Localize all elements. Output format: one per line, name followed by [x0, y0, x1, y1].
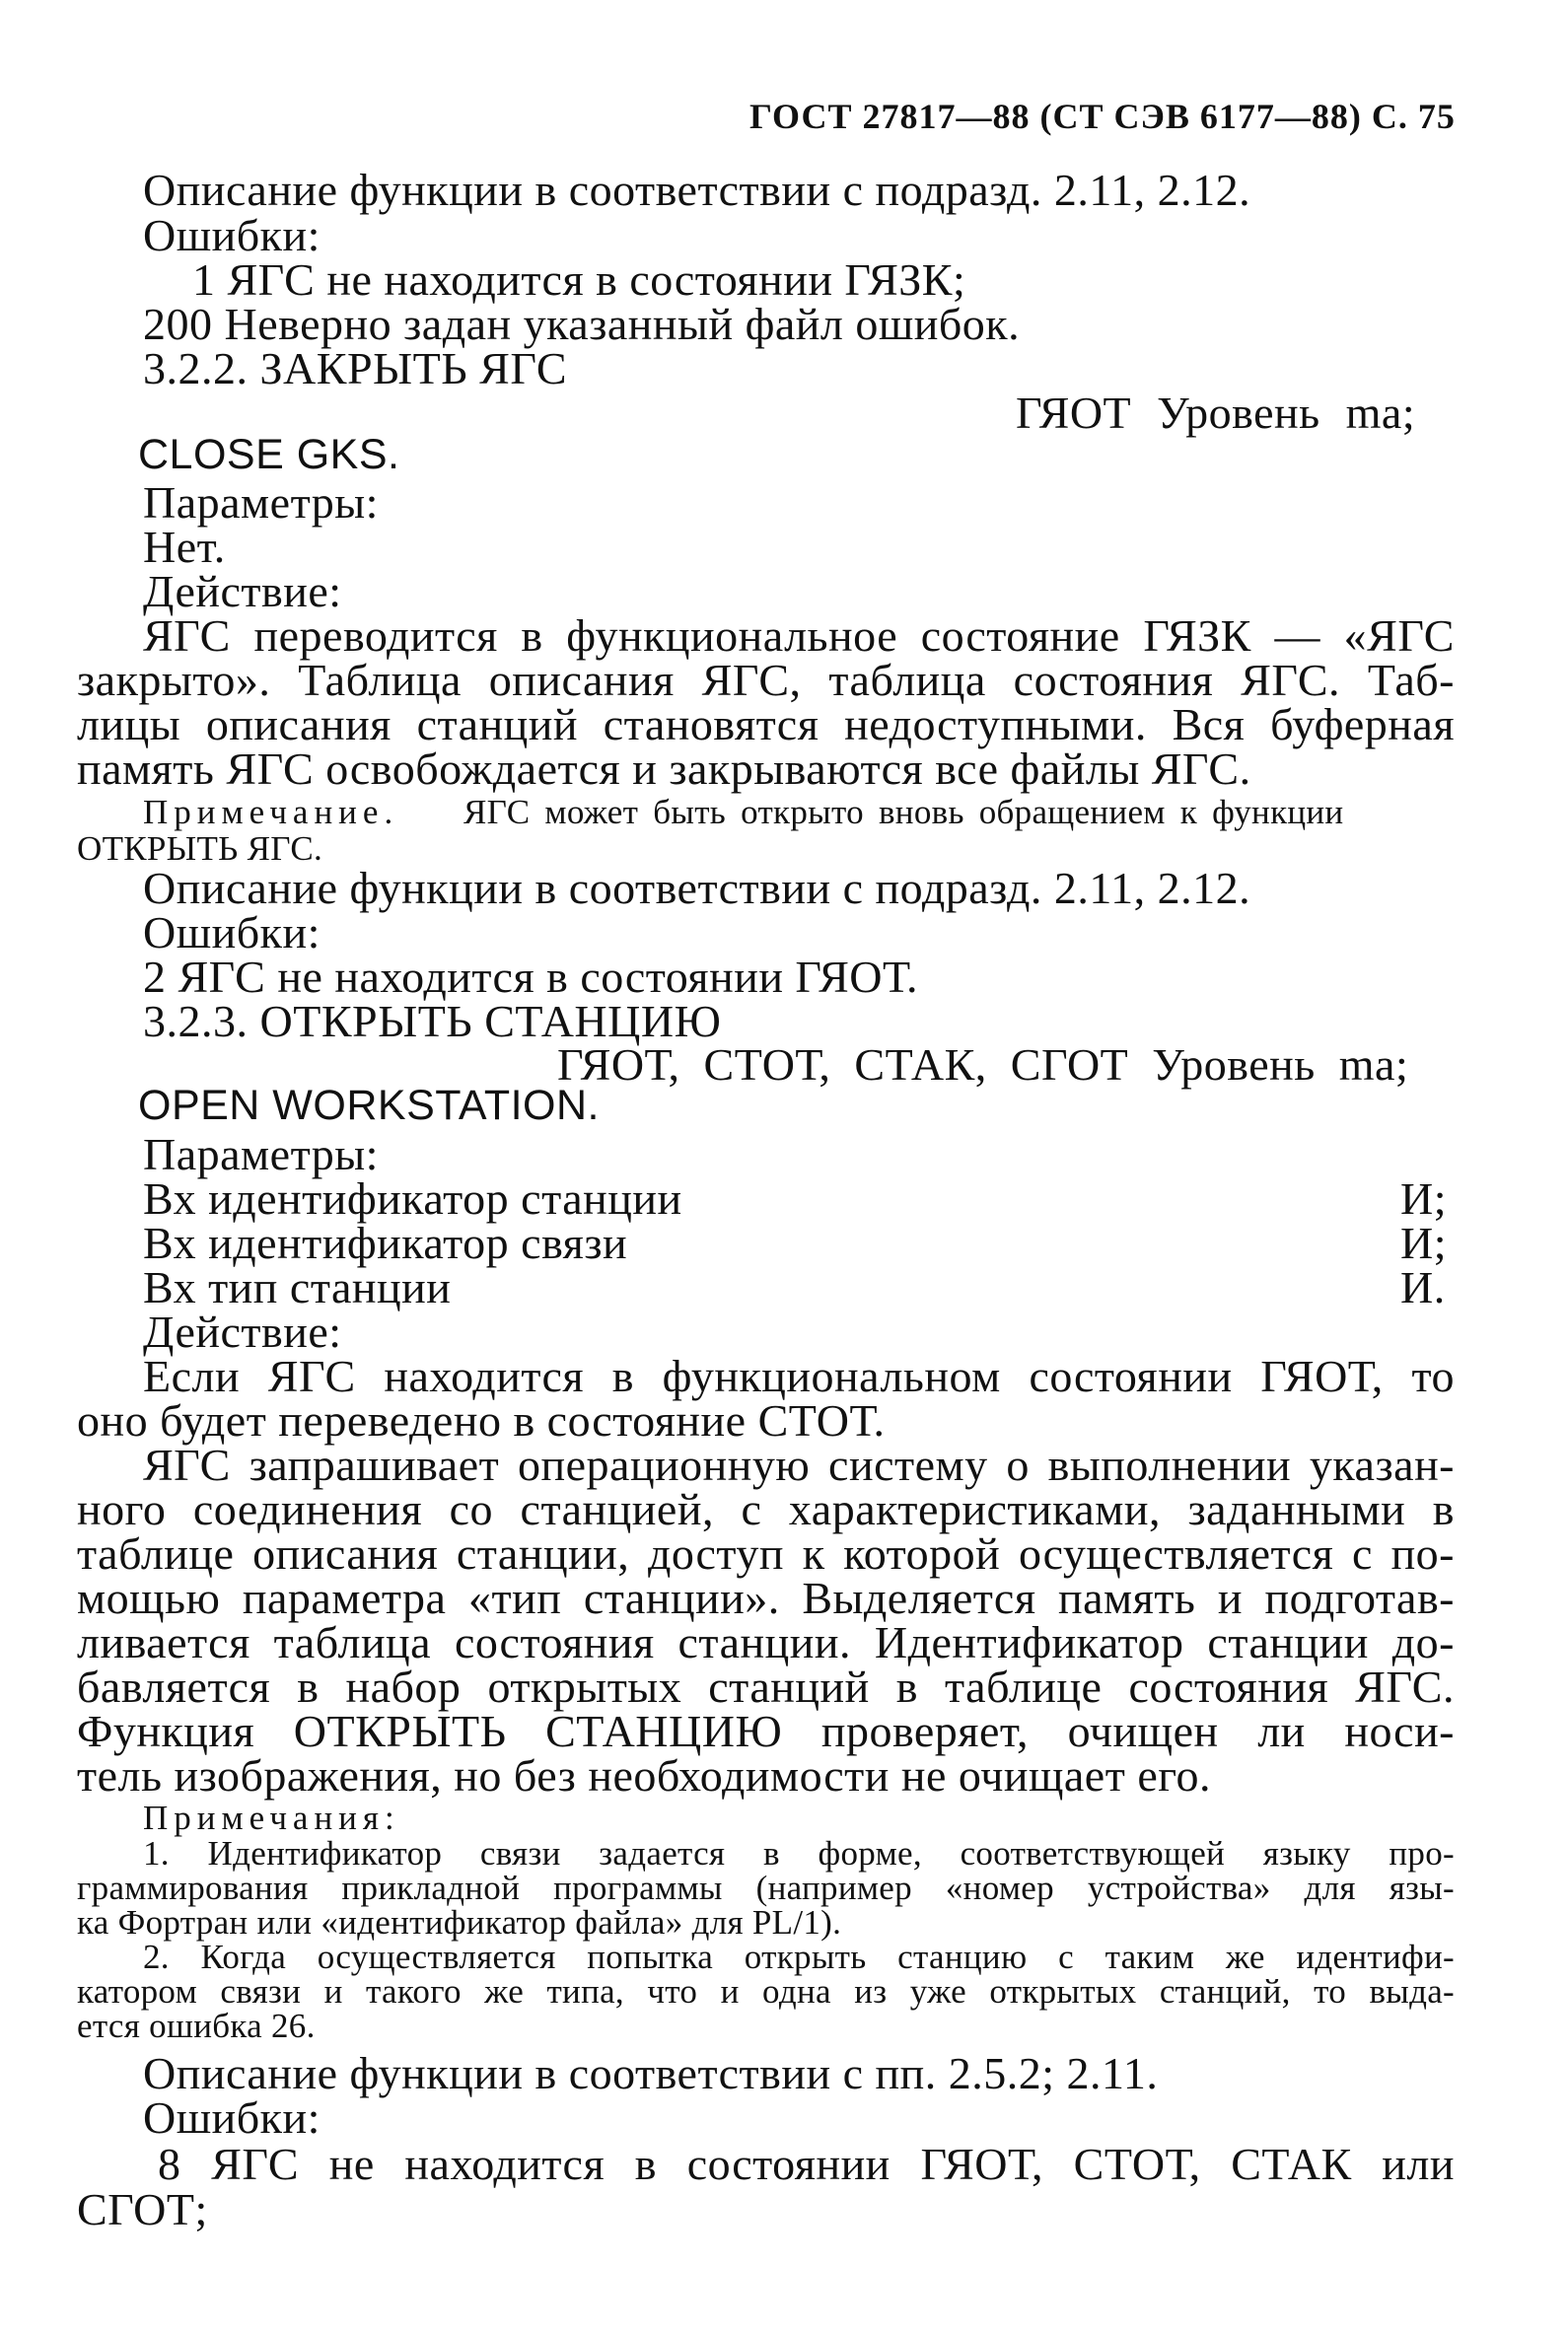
body-line: оно будет переведено в состояние СТОТ.	[77, 1395, 886, 1446]
body-line: Описание функции в соответствии с пп. 2.5.2; 2.11.	[143, 2048, 1159, 2098]
note-text: ка Фортран или «идентификатор файла» для PL/1).	[77, 1903, 842, 1942]
parameter-name: Вх идентификатор станции	[143, 1173, 682, 1224]
parameter-type: И;	[1400, 1173, 1447, 1224]
parameter-type: И;	[1400, 1218, 1447, 1268]
body-line: Действие:	[143, 1307, 342, 1357]
note-text: ЯГС может быть открыто вновь обращением к функции	[463, 793, 1344, 831]
error-item: 8 ЯГС не находится в состоянии ГЯОТ, СТОТ, СТАК или	[158, 2139, 1455, 2189]
section-heading: 3.2.2. ЗАКРЫТЬ ЯГС	[143, 343, 568, 393]
error-item: СГОТ;	[77, 2184, 208, 2234]
note-text: катором связи и такого же типа, что и одна из уже открытых станций, то выда-	[77, 1972, 1455, 2011]
body-line: ливается таблица состояния станции. Идентификатор станции до-	[77, 1617, 1455, 1667]
state-level-line: ГЯОТ Уровень ma;	[1016, 388, 1416, 438]
error-item: 200 Неверно задан указанный файл ошибок.	[143, 299, 1021, 349]
body-line: Ошибки:	[143, 210, 321, 260]
error-item: 1 ЯГС не находится в состоянии ГЯЗК;	[192, 254, 966, 305]
body-line: Параметры:	[143, 477, 379, 528]
function-name-en: OPEN WORKSTATION.	[138, 1082, 600, 1129]
note-text: 2. Когда осуществляется попытка открыть станцию с таким же идентифи-	[143, 1938, 1455, 1976]
body-line: закрыто». Таблица описания ЯГС, таблица состояния ЯГС. Таб-	[77, 655, 1455, 705]
note-label	[143, 795, 398, 829]
body-line: ЯГС переводится в функциональное состояние ГЯЗК — «ЯГС	[143, 610, 1455, 661]
body-line: память ЯГС освобождается и закрываются все файлы ЯГС.	[77, 743, 1251, 794]
note-text: граммирования прикладной программы (например «номер устройства» для язы-	[77, 1869, 1455, 1907]
body-line: Описание функции в соответствии с подразд. 2.11, 2.12.	[143, 863, 1251, 913]
body-line: Если ЯГС находится в функциональном состоянии ГЯОТ, то	[143, 1351, 1455, 1401]
parameter-type: И.	[1400, 1262, 1446, 1312]
body-line: таблице описания станции, доступ к которой осуществляется с по-	[77, 1528, 1455, 1579]
note-text: 1. Идентификатор связи задается в форме, соответствующей языку про-	[143, 1834, 1455, 1873]
body-line: Ошибки:	[143, 907, 321, 957]
body-line: ЯГС запрашивает операционную систему о выполнении указан-	[143, 1440, 1455, 1490]
error-item: 2 ЯГС не находится в состоянии ГЯОТ.	[143, 952, 918, 1002]
state-level-line: ГЯОТ, СТОТ, СТАК, СГОТ Уровень ma;	[557, 1039, 1409, 1090]
page-header: ГОСТ 27817—88 (СТ СЭВ 6177—88) С. 75	[749, 97, 1456, 136]
body-line: ного соединения со станцией, с характеристиками, заданными в	[77, 1484, 1455, 1534]
body-line: Действие:	[143, 566, 342, 616]
body-line: Нет.	[143, 522, 226, 572]
note-text: ется ошибка 26.	[77, 2007, 316, 2045]
body-line: Функция ОТКРЫТЬ СТАНЦИЮ проверяет, очищен ли носи-	[77, 1706, 1455, 1756]
body-line: мощью параметра «тип станции». Выделяется память и подготав-	[77, 1573, 1455, 1623]
parameter-name: Вх идентификатор связи	[143, 1218, 628, 1268]
parameter-name: Вх тип станции	[143, 1262, 452, 1312]
function-name-en: CLOSE GKS.	[138, 431, 400, 478]
note-text: ОТКРЫТЬ ЯГС.	[77, 829, 323, 868]
body-line: Ошибки:	[143, 2092, 321, 2143]
body-line: бавляется в набор открытых станций в таблице состояния ЯГС.	[77, 1662, 1455, 1712]
note-label-text: Примечание.	[143, 793, 399, 831]
body-line: Параметры:	[143, 1129, 379, 1179]
notes-label: Примечания:	[143, 1799, 400, 1837]
body-line: Описание функции в соответствии с подразд. 2.11, 2.12.	[143, 165, 1251, 215]
body-line: лицы описания станций становятся недоступными. Вся буферная	[77, 699, 1455, 749]
body-line: тель изображения, но без необходимости не очищает его.	[77, 1750, 1211, 1801]
section-heading: 3.2.3. ОТКРЫТЬ СТАНЦИЮ	[143, 996, 722, 1046]
